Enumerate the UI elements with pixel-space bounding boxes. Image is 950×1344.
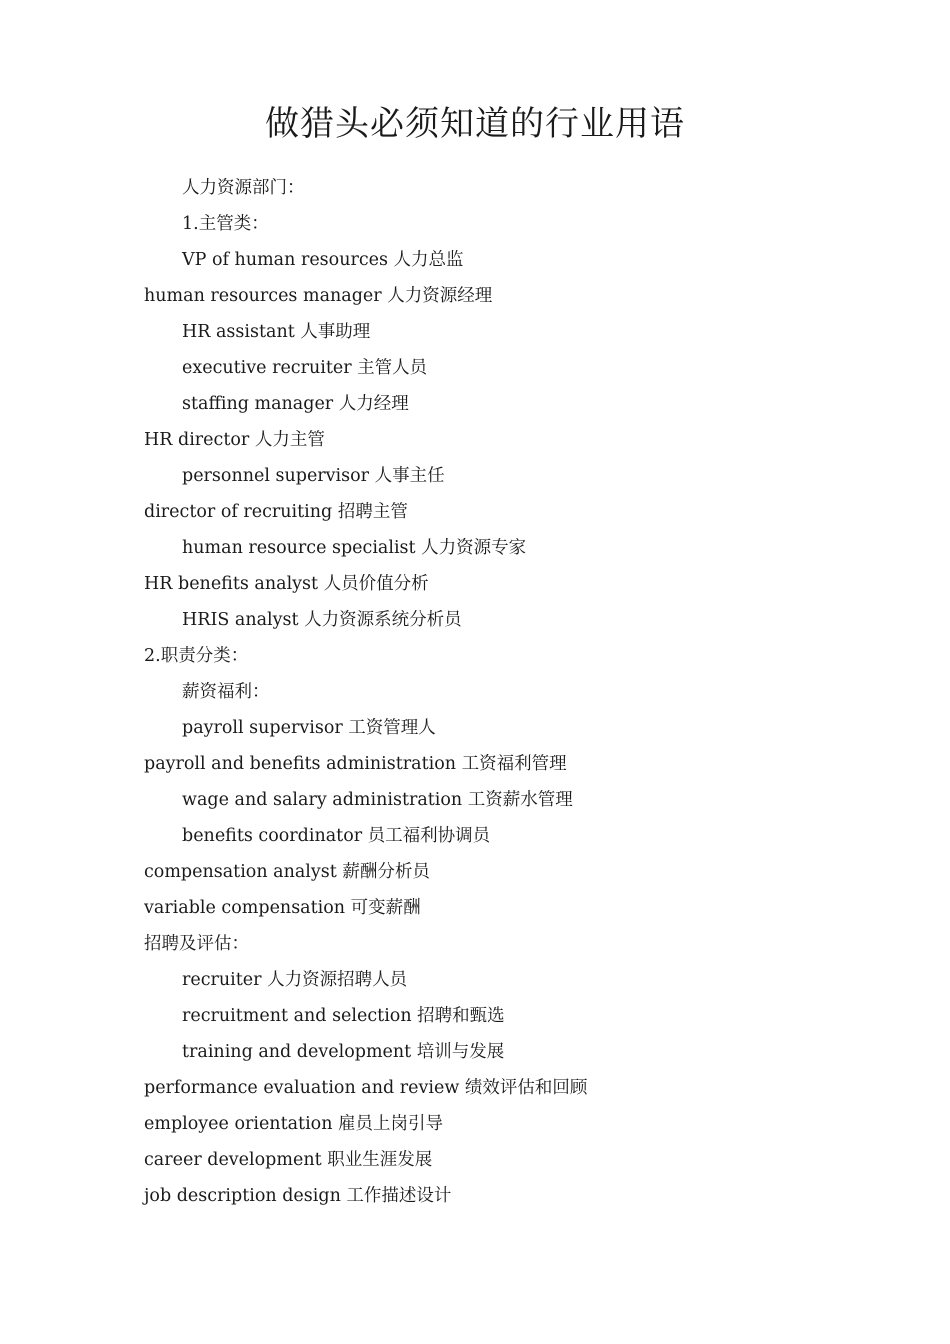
- term-line: human resources manager 人力资源经理: [144, 286, 493, 306]
- term-line: benefits coordinator 员工福利协调员: [182, 826, 491, 846]
- term-line: employee orientation 雇员上岗引导: [144, 1114, 444, 1134]
- term-line: staffing manager 人力经理: [182, 394, 409, 414]
- term-line: 人力资源部门：: [182, 178, 305, 198]
- term-line: executive recruiter 主管人员: [182, 358, 428, 378]
- term-line: personnel supervisor 人事主任: [182, 466, 445, 486]
- term-line: director of recruiting 招聘主管: [144, 502, 408, 522]
- term-line: training and development 培训与发展: [182, 1042, 505, 1062]
- term-line: HRIS analyst 人力资源系统分析员: [182, 610, 462, 630]
- term-line: HR benefits analyst 人员价值分析: [144, 574, 429, 594]
- term-line: 薪资福利：: [182, 682, 270, 702]
- term-line: payroll and benefits administration 工资福利管理: [144, 754, 567, 774]
- term-line: variable compensation 可变薪酬: [144, 898, 421, 918]
- term-line: recruiter 人力资源招聘人员: [182, 970, 408, 990]
- term-list: [0, 170, 950, 1214]
- term-line: wage and salary administration 工资薪水管理: [182, 790, 573, 810]
- term-line: compensation analyst 薪酬分析员: [144, 862, 430, 882]
- term-line: payroll supervisor 工资管理人: [182, 718, 436, 738]
- term-line: human resource specialist 人力资源专家: [182, 538, 527, 558]
- term-line: 1.主管类：: [182, 214, 269, 234]
- term-line: 2.职责分类：: [144, 646, 249, 666]
- term-line: recruitment and selection 招聘和甄选: [182, 1006, 505, 1026]
- term-line: HR director 人力主管: [144, 430, 325, 450]
- term-line: 招聘及评估：: [144, 934, 249, 954]
- term-line: job description design 工作描述设计: [144, 1186, 452, 1206]
- term-line: HR assistant 人事助理: [182, 322, 371, 342]
- document-title: 做猎头必须知道的行业用语: [265, 104, 685, 144]
- term-line: performance evaluation and review 绩效评估和回顾: [144, 1078, 588, 1098]
- term-line: VP of human resources 人力总监: [182, 250, 464, 270]
- term-line: career development 职业生涯发展: [144, 1150, 433, 1170]
